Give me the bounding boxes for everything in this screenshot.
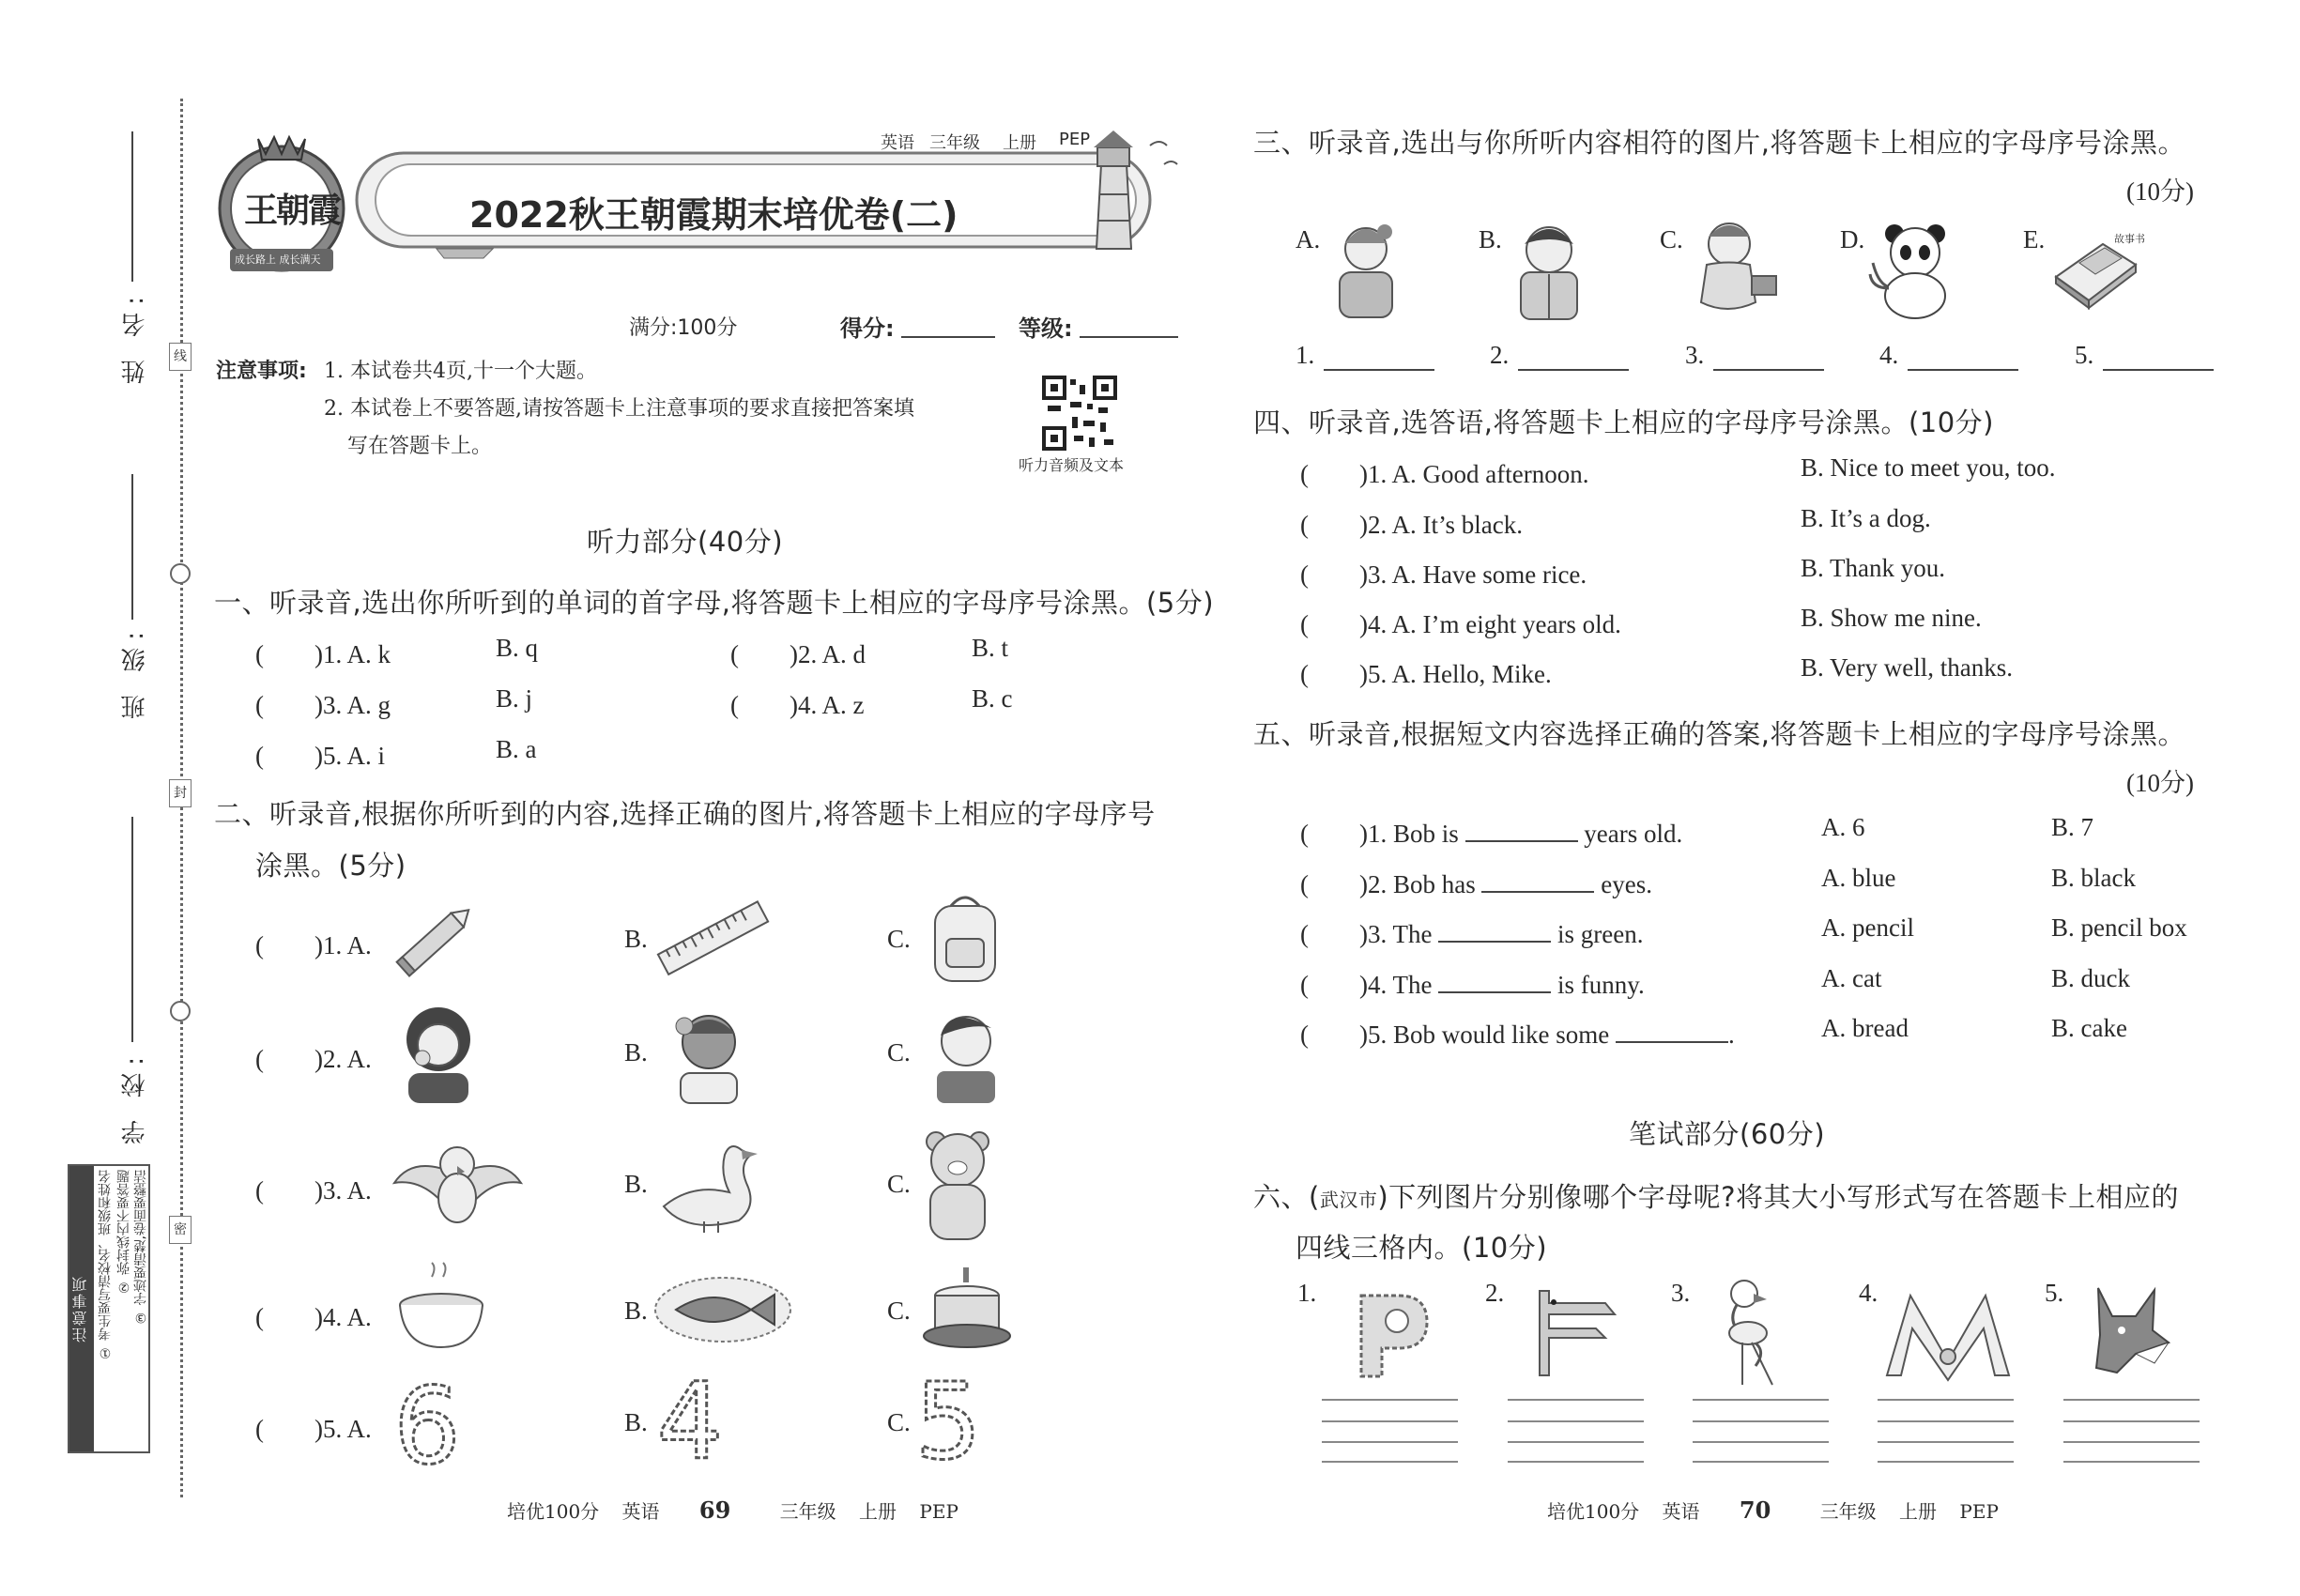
s3-label-b: B. <box>1479 225 1502 253</box>
header-tag-edition: PEP <box>1059 130 1091 149</box>
seagull-icon[interactable] <box>1882 1281 2014 1385</box>
grade-field[interactable] <box>1080 336 1178 338</box>
brand-badge-text: 成长路上 成长满天 <box>235 253 321 266</box>
s5-q2-pre: ( )2. Bob has <box>1300 870 1476 898</box>
seal-mark-secret: 密 <box>169 1216 192 1244</box>
footer-right-subject: 英语 <box>1662 1500 1700 1523</box>
footer-right-edition: PEP <box>1959 1500 1999 1523</box>
s6-item-4-label: 4. <box>1859 1279 1878 1307</box>
header-tag-volume: 上册 <box>1003 133 1036 153</box>
s4-q5-b[interactable]: B. Very well, thanks. <box>1801 653 2013 682</box>
s4-q2-a[interactable]: ( )2. A. It’s black. <box>1300 511 1523 539</box>
section-1-title: 一、听录音,选出你所听到的单词的首字母,将答题卡上相应的字母序号涂黑。(5分) <box>214 587 1215 619</box>
s5-q5-pre: ( )5. Bob would like some <box>1300 1021 1610 1049</box>
footer-left-page-number: 69 <box>698 1496 731 1524</box>
s1-q4[interactable]: ( )4. A. z <box>730 691 865 719</box>
s5-q3-a[interactable]: A. pencil <box>1821 913 1914 942</box>
footer-left <box>507 1496 958 1524</box>
section-6-title-line2: 四线三格内。(10分) <box>1296 1232 1548 1264</box>
number-five-icon[interactable] <box>911 1361 986 1483</box>
side-note-2: ② 弥封线内不要答题 <box>116 1170 131 1295</box>
full-score: 满分:100分 <box>629 316 738 340</box>
footer-right-page-number: 70 <box>1739 1496 1771 1524</box>
letter-p-shape-icon[interactable] <box>1342 1281 1436 1385</box>
school-label: 学 校: <box>121 1050 149 1145</box>
s1-q4-b[interactable]: B. c <box>972 684 1013 713</box>
score-field[interactable] <box>901 336 995 338</box>
qr-caption: 听力音频及文本 <box>1019 456 1125 474</box>
s3-answer-3-field[interactable] <box>1713 369 1824 371</box>
brand-logo-text: 王朝霞 <box>244 191 341 230</box>
storybook-icon[interactable] <box>2047 225 2145 310</box>
s6-item-2-label: 2. <box>1485 1279 1505 1307</box>
cake-icon[interactable] <box>920 1263 1014 1357</box>
s5-q4-b[interactable]: B. duck <box>2051 964 2130 992</box>
page-title: 2022秋王朝霞期末培优卷(二) <box>469 194 958 236</box>
number-six-icon[interactable] <box>390 1366 465 1488</box>
s1-q5[interactable]: ( )5. A. i <box>255 742 385 770</box>
s5-q1-a[interactable]: A. 6 <box>1821 813 1865 841</box>
section-2-title-line2: 涂黑。(5分) <box>255 850 406 882</box>
schoolbag-icon[interactable] <box>918 887 1012 990</box>
side-notes-title: 注意事项 <box>69 1166 94 1451</box>
s2-q2-c[interactable]: C. <box>887 1038 911 1067</box>
s5-q1-b[interactable]: B. 7 <box>2051 813 2094 841</box>
flamingo-icon[interactable] <box>1709 1277 1793 1389</box>
section-6-title-line1 <box>1253 1176 2179 1215</box>
notes-line-2: 2. 本试卷上不要答题,请按答题卡上注意事项的要求直接把答案填 <box>324 397 914 421</box>
s5-q1[interactable] <box>1300 813 1682 850</box>
s2-q4-c[interactable]: C. <box>887 1297 911 1325</box>
writing-grid-1[interactable] <box>1322 1399 1458 1463</box>
s2-q1-c[interactable]: C. <box>887 925 911 953</box>
s5-q3[interactable] <box>1300 913 1643 950</box>
s2-q4[interactable]: ( )4. A. <box>255 1303 372 1331</box>
section-4-title: 四、听录音,选答语,将答题卡上相应的字母序号涂黑。(10分) <box>1253 407 1994 438</box>
section-6-city: 武汉市 <box>1319 1189 1378 1211</box>
grade-label: 等级: <box>1019 315 1073 342</box>
s5-q4[interactable] <box>1300 964 1645 1001</box>
s3-answer-2-field[interactable] <box>1518 369 1629 371</box>
written-section-title: 笔试部分(60分) <box>1629 1118 1826 1150</box>
s5-q4-a[interactable]: A. cat <box>1821 964 1882 992</box>
crocodile-icon[interactable] <box>1521 1281 1624 1385</box>
wolf-icon[interactable] <box>2079 1279 2173 1382</box>
s4-q1-b[interactable]: B. Nice to meet you, too. <box>1801 453 2056 482</box>
bear-icon[interactable] <box>915 1127 1000 1249</box>
s5-q4-pre: ( )4. The <box>1300 971 1433 999</box>
s3-answer-5-label: 5. <box>2075 341 2094 369</box>
section-3-score: (10分) <box>2126 177 2194 206</box>
s4-q4-a[interactable]: ( )4. A. I’m eight years old. <box>1300 610 1621 638</box>
boy-icon[interactable] <box>922 1000 1011 1103</box>
girl-eating-icon[interactable] <box>1328 221 1403 319</box>
score-label: 得分: <box>840 315 895 342</box>
s3-answer-4-label: 4. <box>1879 341 1899 369</box>
writing-grid-4[interactable] <box>1878 1399 2014 1463</box>
name-field[interactable] <box>131 131 133 282</box>
section-3-title: 三、听录音,选出与你所听内容相符的图片,将答题卡上相应的字母序号涂黑。 <box>1253 127 2185 159</box>
s1-q2[interactable]: ( )2. A. d <box>730 640 866 668</box>
svg-text:4: 4 <box>656 1361 724 1483</box>
binding-circle-1 <box>170 563 191 584</box>
s4-q4-b[interactable]: B. Show me nine. <box>1801 604 1982 632</box>
side-notes-box <box>68 1164 150 1453</box>
notes-line-1: 1. 本试卷共4页,十一个大题。 <box>324 360 597 383</box>
s1-q3-b[interactable]: B. j <box>496 684 533 713</box>
binding-circle-2 <box>170 1001 191 1021</box>
notes-line-3: 写在答题卡上。 <box>347 435 493 458</box>
s3-answer-1-field[interactable] <box>1324 369 1434 371</box>
s1-q1[interactable]: ( )1. A. k <box>255 640 391 668</box>
section-6-prefix: 六、( <box>1253 1181 1320 1213</box>
side-note-3: ③ 字迹要清楚,卷面要整洁 <box>133 1170 148 1325</box>
pencil-icon[interactable] <box>390 892 483 986</box>
s5-q3-post: is green. <box>1556 920 1644 948</box>
s6-item-5-label: 5. <box>2045 1279 2064 1307</box>
seal-mark-seal: 封 <box>169 779 192 807</box>
s6-item-1-label: 1. <box>1297 1279 1317 1307</box>
notes-label: 注意事项: <box>216 360 307 383</box>
s2-q2[interactable]: ( )2. A. <box>255 1045 372 1073</box>
boy-touching-head-icon[interactable] <box>662 1000 756 1103</box>
s5-q5-a[interactable]: A. bread <box>1821 1014 1909 1042</box>
s5-q4-post: is funny. <box>1556 971 1645 999</box>
ruler-icon[interactable] <box>652 897 774 981</box>
svg-text:故事书: 故事书 <box>2114 233 2145 245</box>
name-label: 姓 名: <box>121 289 149 385</box>
footer-left-series: 培优100分 <box>507 1500 600 1523</box>
s2-q5[interactable]: ( )5. A. <box>255 1415 372 1443</box>
boy-in-jacket-icon[interactable] <box>1511 218 1587 321</box>
class-field[interactable] <box>131 474 133 620</box>
girl-touching-face-icon[interactable] <box>394 1000 483 1103</box>
writing-grid-3[interactable] <box>1693 1399 1829 1463</box>
header-tag-subject: 英语 <box>881 133 914 153</box>
writing-grid-5[interactable] <box>2063 1399 2200 1463</box>
s5-q1-pre: ( )1. Bob is <box>1300 820 1459 848</box>
s5-q2-post: eyes. <box>1601 870 1652 898</box>
fish-icon[interactable] <box>652 1272 803 1347</box>
s3-label-a: A. <box>1296 225 1321 253</box>
s2-q3[interactable]: ( )3. A. <box>255 1176 372 1205</box>
seal-mark-line: 线 <box>169 343 192 371</box>
s1-q1-b[interactable]: B. q <box>496 634 539 662</box>
s4-q2-b[interactable]: B. It’s a dog. <box>1801 504 1931 532</box>
s3-answer-4-field[interactable] <box>1908 369 2018 371</box>
svg-text:6: 6 <box>393 1366 461 1488</box>
class-label: 班 级: <box>121 624 149 720</box>
s3-answer-1-label: 1. <box>1296 341 1315 369</box>
s5-q1-blank[interactable] <box>1465 820 1578 842</box>
s1-q2-b[interactable]: B. t <box>972 634 1009 662</box>
footer-right <box>1547 1496 1999 1524</box>
s2-q5-b[interactable]: B. <box>624 1408 648 1436</box>
s4-q3-a[interactable]: ( )3. A. Have some rice. <box>1300 560 1587 589</box>
svg-text:5: 5 <box>914 1361 982 1483</box>
s5-q2-b[interactable]: B. black <box>2051 864 2136 892</box>
number-four-icon[interactable] <box>652 1361 728 1483</box>
s2-q4-b[interactable]: B. <box>624 1297 648 1325</box>
s5-q5[interactable] <box>1300 1014 1735 1051</box>
footer-left-grade: 三年级 <box>779 1500 836 1523</box>
footer-right-volume: 上册 <box>1899 1500 1938 1523</box>
s5-q3-blank[interactable] <box>1438 920 1551 943</box>
bird-icon[interactable] <box>390 1136 526 1235</box>
s5-q5-post: . <box>1727 1021 1735 1049</box>
s5-q5-blank[interactable] <box>1616 1021 1728 1043</box>
listening-section-title: 听力部分(40分) <box>587 526 784 558</box>
section-2-title-line1: 二、听录音,根据你所听到的内容,选择正确的图片,将答题卡上相应的字母序号 <box>214 798 1156 830</box>
s3-label-c: C. <box>1660 225 1683 253</box>
panda-icon[interactable] <box>1868 221 1962 319</box>
girl-with-box-icon[interactable] <box>1690 218 1784 321</box>
s4-q3-b[interactable]: B. Thank you. <box>1801 554 1945 582</box>
section-5-score: (10分) <box>2126 769 2194 797</box>
s2-q1-b[interactable]: B. <box>624 925 648 953</box>
s3-answer-5-field[interactable] <box>2103 369 2214 371</box>
s5-q1-post: years old. <box>1584 820 1683 848</box>
s1-q3[interactable]: ( )3. A. g <box>255 691 391 719</box>
s5-q4-blank[interactable] <box>1438 971 1551 993</box>
s4-q5-a[interactable]: ( )5. A. Hello, Mike. <box>1300 660 1552 688</box>
section-6-title-text: )下列图片分别像哪个字母呢?将其大小写形式写在答题卡上相应的 <box>1377 1181 2180 1213</box>
writing-grid-2[interactable] <box>1508 1399 1644 1463</box>
goose-icon[interactable] <box>652 1131 774 1235</box>
footer-left-subject: 英语 <box>621 1500 660 1523</box>
s2-q3-c[interactable]: C. <box>887 1170 911 1198</box>
s5-q3-b[interactable]: B. pencil box <box>2051 913 2187 942</box>
footer-left-volume: 上册 <box>859 1500 897 1523</box>
school-field[interactable] <box>131 817 133 1042</box>
s3-answer-2-label: 2. <box>1490 341 1510 369</box>
s2-q2-b[interactable]: B. <box>624 1038 648 1067</box>
s3-label-d: D. <box>1840 225 1865 253</box>
qr-code[interactable] <box>1042 376 1117 451</box>
side-note-1: ① 考生要写清校名、班级和姓名 <box>98 1170 113 1360</box>
s4-q1-a[interactable]: ( )1. A. Good afternoon. <box>1300 460 1589 488</box>
s5-q2-blank[interactable] <box>1481 870 1594 893</box>
s5-q2[interactable] <box>1300 864 1652 900</box>
section-5-title: 五、听录音,根据短文内容选择正确的答案,将答题卡上相应的字母序号涂黑。 <box>1253 718 2185 750</box>
s6-item-3-label: 3. <box>1671 1279 1691 1307</box>
footer-left-edition: PEP <box>919 1500 958 1523</box>
rice-bowl-icon[interactable] <box>394 1263 488 1357</box>
s2-q5-c[interactable]: C. <box>887 1408 911 1436</box>
s1-q5-b[interactable]: B. a <box>496 735 537 763</box>
footer-right-grade: 三年级 <box>1819 1500 1877 1523</box>
header-tag-grade: 三年级 <box>929 133 980 153</box>
s5-q2-a[interactable]: A. blue <box>1821 864 1896 892</box>
s2-q1[interactable]: ( )1. A. <box>255 931 372 959</box>
s3-answer-3-label: 3. <box>1685 341 1705 369</box>
s5-q5-b[interactable]: B. cake <box>2051 1014 2127 1042</box>
s2-q3-b[interactable]: B. <box>624 1170 648 1198</box>
footer-right-series: 培优100分 <box>1547 1500 1640 1523</box>
s5-q3-pre: ( )3. The <box>1300 920 1433 948</box>
s3-label-e: E. <box>2023 225 2046 253</box>
